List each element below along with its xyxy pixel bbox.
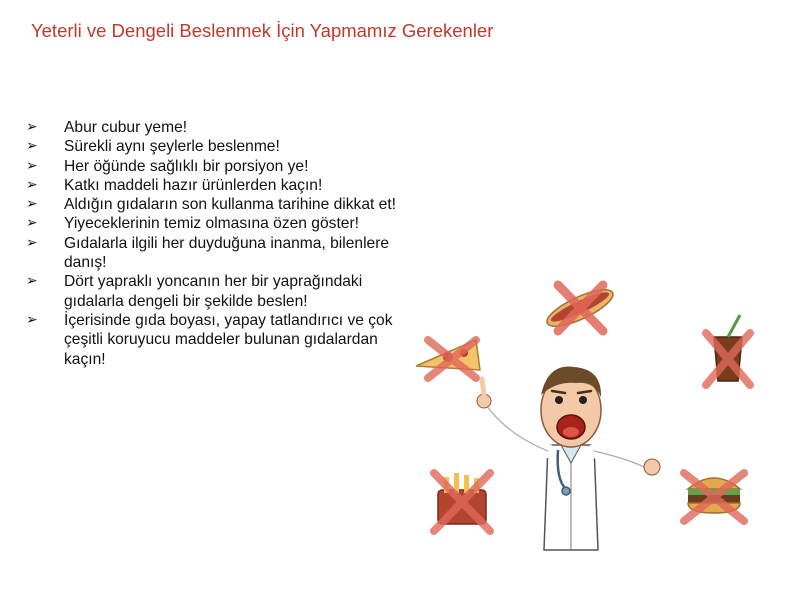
list-item bbox=[26, 234, 416, 273]
bullet-text: Yiyeceklerinin temiz olmasına özen göster! bbox=[64, 215, 359, 233]
list-item bbox=[26, 214, 416, 233]
bullet-text: İçerisinde gıda boyası, yapay tatlandırıcı ve çok çeşitli koruyucu maddeler bulunan gıdalardan kaçın! bbox=[64, 311, 393, 368]
arrow-bullet-icon: ➢ bbox=[26, 176, 38, 193]
list-item bbox=[26, 195, 416, 214]
list-item bbox=[26, 157, 416, 176]
doctor-rejecting-junk-food-illustration bbox=[398, 245, 778, 555]
burger-crossed-icon bbox=[684, 473, 744, 521]
arrow-bullet-icon: ➢ bbox=[26, 119, 38, 135]
arrow-bullet-icon: ➢ bbox=[26, 157, 38, 174]
list-item bbox=[26, 176, 416, 195]
bullet-list bbox=[26, 118, 416, 369]
bullet-text: Katkı maddeli hazır ürünlerden kaçın! bbox=[64, 176, 323, 194]
doctor-character bbox=[477, 367, 660, 550]
bullet-text: Her öğünde sağlıklı bir porsiyon ye! bbox=[64, 157, 309, 175]
list-item bbox=[26, 118, 416, 137]
bullet-text: Sürekli aynı şeylerle beslenme! bbox=[64, 138, 280, 156]
soda-crossed-icon bbox=[706, 315, 750, 385]
arrow-bullet-icon: ➢ bbox=[26, 138, 38, 155]
arrow-bullet-icon: ➢ bbox=[26, 196, 38, 213]
bullet-text: Aldığın gıdaların son kullanma tarihine dikkat et! bbox=[64, 196, 396, 214]
arrow-bullet-icon: ➢ bbox=[26, 234, 38, 251]
bullet-text: Dört yapraklı yoncanın her bir yaprağındaki gıdalarla dengeli bir şekilde beslen! bbox=[64, 273, 363, 310]
arrow-bullet-icon: ➢ bbox=[26, 273, 38, 290]
arrow-bullet-icon: ➢ bbox=[26, 311, 38, 328]
pizza-crossed-icon bbox=[416, 340, 480, 378]
list-item bbox=[26, 272, 416, 311]
bullet-text: Abur cubur yeme! bbox=[64, 119, 188, 136]
hotdog-crossed-icon bbox=[543, 283, 618, 333]
arrow-bullet-icon: ➢ bbox=[26, 215, 38, 232]
bullet-text: Gıdalarla ilgili her duyduğuna inanma, bilenlere danış! bbox=[64, 234, 390, 272]
list-item bbox=[26, 137, 416, 156]
fries-crossed-icon bbox=[434, 473, 490, 531]
list-item bbox=[26, 311, 416, 369]
slide-title: Yeterli ve Dengeli Beslenmek İçin Yapmamız Gerekenler bbox=[31, 20, 494, 41]
